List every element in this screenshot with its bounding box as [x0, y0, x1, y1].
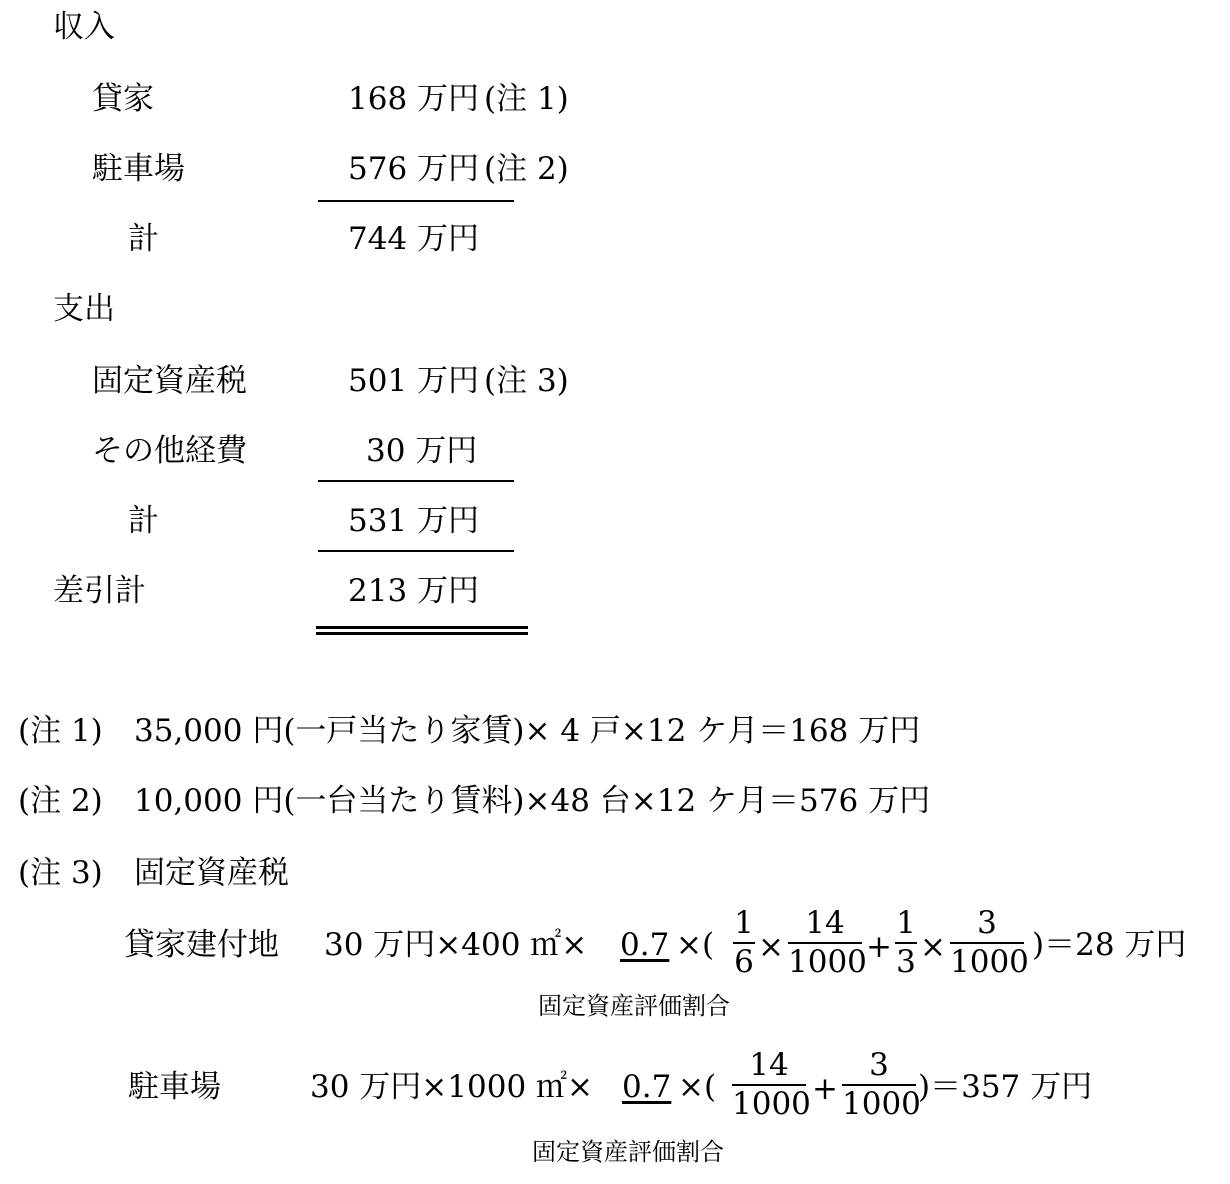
income-heading: 収入	[53, 9, 115, 45]
formula-rate: 0.7	[620, 927, 670, 963]
formula-rate: 0.7	[622, 1069, 672, 1105]
fraction-numerator: 3	[869, 1047, 889, 1083]
expense-subtotal-rule	[318, 480, 514, 482]
formula-result: )＝28 万円	[1032, 927, 1187, 963]
expense-row-amount: 30 万円	[366, 433, 478, 469]
note-text: 固定資産税	[134, 855, 289, 891]
income-subtotal-rule	[318, 200, 514, 202]
expense-total-label: 計	[128, 503, 159, 539]
times-sign: ×	[758, 929, 784, 965]
fraction-numerator: 1	[734, 905, 754, 941]
income-row-note: (注 1)	[484, 81, 569, 117]
fraction	[895, 905, 917, 980]
fraction	[950, 905, 1029, 980]
fraction-denominator: 1000	[732, 1086, 811, 1122]
expense-total-amount: 531 万円	[348, 503, 480, 539]
fraction-denominator: 6	[734, 944, 754, 980]
income-row-amount: 576 万円	[348, 151, 480, 187]
fraction-denominator: 1000	[950, 944, 1029, 980]
fraction-numerator: 14	[749, 1047, 789, 1083]
times-sign: ×	[920, 929, 946, 965]
fraction	[842, 1047, 921, 1122]
fraction-numerator: 1	[896, 905, 916, 941]
formula-label: 駐車場	[128, 1069, 221, 1105]
fraction	[788, 905, 867, 980]
expense-row-amount: 501 万円	[348, 363, 480, 399]
fraction	[732, 1047, 811, 1122]
formula-prefix: 30 万円×400 ㎡×	[324, 927, 588, 963]
note-text: 35,000 円(一戸当たり家賃)× 4 戸×12 ケ月＝168 万円	[134, 713, 921, 749]
expense-row-note: (注 3)	[484, 363, 569, 399]
fraction-denominator: 1000	[788, 944, 867, 980]
expense-row-label: その他経費	[92, 433, 247, 469]
note-text: 10,000 円(一台当たり賃料)×48 台×12 ケ月＝576 万円	[134, 783, 931, 819]
fraction-denominator: 3	[896, 944, 916, 980]
formula-mult-open: ×(	[676, 927, 715, 963]
formula-prefix: 30 万円×1000 ㎡×	[310, 1069, 593, 1105]
expense-row-label: 固定資産税	[92, 363, 247, 399]
note-tag: (注 2)	[18, 783, 103, 819]
fraction-numerator: 14	[805, 905, 845, 941]
income-row-label: 貸家	[92, 81, 154, 117]
note-tag: (注 3)	[18, 855, 103, 891]
fraction	[733, 905, 755, 980]
formula-label: 貸家建付地	[124, 927, 279, 963]
formula-caption: 固定資産評価割合	[532, 1138, 724, 1166]
formula-result: )＝357 万円	[918, 1069, 1093, 1105]
fraction-numerator: 3	[977, 905, 997, 941]
income-total-amount: 744 万円	[348, 221, 480, 257]
net-label: 差引計	[53, 573, 146, 609]
expense-heading: 支出	[53, 291, 115, 327]
expense-total-rule	[318, 550, 514, 552]
formula-mult-open: ×(	[678, 1069, 717, 1105]
net-amount: 213 万円	[348, 573, 480, 609]
note-tag: (注 1)	[18, 713, 103, 749]
income-row-amount: 168 万円	[348, 81, 480, 117]
plus-sign: +	[812, 1071, 838, 1107]
income-row-label: 駐車場	[92, 151, 185, 187]
income-row-note: (注 2)	[484, 151, 569, 187]
fraction-denominator: 1000	[842, 1086, 921, 1122]
net-double-rule	[316, 626, 528, 635]
income-total-label: 計	[128, 221, 159, 257]
formula-caption: 固定資産評価割合	[538, 992, 730, 1020]
plus-sign: +	[866, 929, 892, 965]
